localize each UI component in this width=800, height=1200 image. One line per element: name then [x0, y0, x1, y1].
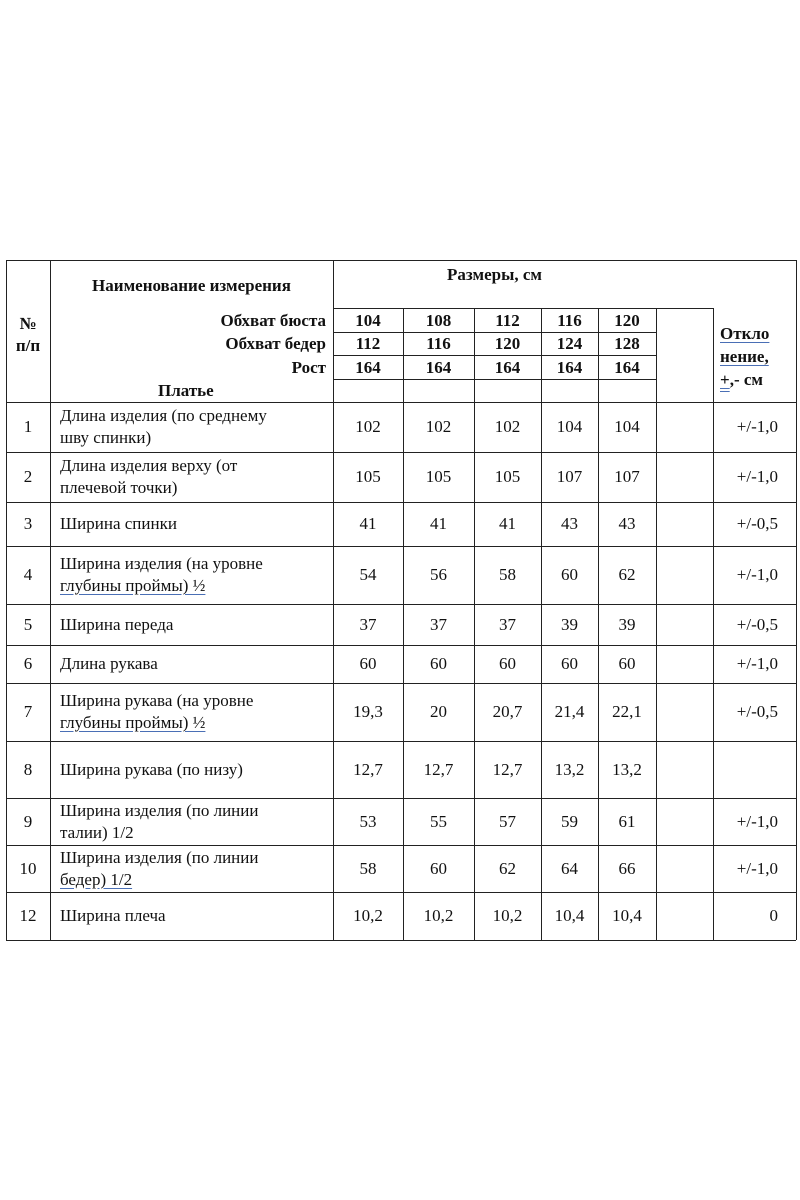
size-value: 58 — [359, 858, 377, 878]
size-value: 12,7 — [353, 759, 383, 779]
size-value: 58 — [499, 565, 516, 584]
tolerance-value: +/-1,0 — [736, 858, 778, 878]
size-value: 104 — [556, 417, 583, 436]
size-value: 13,2 — [554, 759, 585, 779]
col-divider-number — [50, 260, 51, 940]
size-value: 60 — [430, 654, 447, 673]
size-value: 56 — [430, 565, 447, 584]
size-value: 37 — [359, 614, 377, 634]
size-value: 104 — [614, 417, 640, 436]
row-number: 12 — [19, 906, 37, 925]
size-value: 62 — [618, 565, 636, 584]
size-value: 10,2 — [423, 906, 454, 925]
size-value: 41 — [430, 514, 447, 533]
tolerance-value: +/-1,0 — [736, 811, 778, 831]
size-value: 10,4 — [612, 906, 642, 925]
measurement-name: Ширина изделия (по линии — [60, 800, 259, 820]
size-value: 66 — [618, 858, 636, 878]
measurement-name: глубины проймы) ½ — [60, 713, 206, 732]
col-divider-size — [656, 308, 657, 940]
row-number: 6 — [23, 654, 33, 673]
size-value: 102 — [425, 417, 452, 436]
size-value: 20,7 — [492, 702, 523, 721]
measurement-name: талии) 1/2 — [60, 822, 134, 842]
deviation-header-line3 — [720, 369, 763, 391]
height-value: 164 — [355, 358, 381, 377]
row-number: 3 — [23, 514, 33, 533]
size-value: 10,2 — [492, 906, 523, 925]
size-value: 57 — [499, 811, 516, 831]
height-label: Рост — [291, 358, 326, 377]
size-value: 53 — [359, 811, 377, 831]
row-number: 2 — [23, 467, 33, 486]
height-value: 164 — [494, 358, 521, 377]
bust-label: Обхват бюста — [220, 311, 326, 330]
row-number: 7 — [23, 702, 33, 721]
measurement-name: Длина изделия (по среднему — [60, 406, 267, 425]
tolerance-value: +/-1,0 — [736, 417, 778, 436]
hip-value: 116 — [426, 334, 451, 353]
size-value: 60 — [359, 654, 377, 673]
number-header: № — [19, 314, 37, 333]
size-value: 107 — [556, 467, 583, 486]
size-value: 54 — [359, 565, 377, 584]
size-value: 60 — [561, 654, 578, 673]
sizes-header: Размеры, см — [447, 265, 542, 284]
size-value: 60 — [499, 654, 516, 673]
measurement-name-header: Наименование измерения — [92, 276, 291, 295]
row-number: 8 — [23, 759, 33, 779]
size-value: 55 — [430, 811, 447, 831]
deviation-unit: ,- см — [729, 370, 763, 389]
measurement-name: глубины проймы) ½ — [60, 576, 206, 595]
size-value: 107 — [614, 467, 640, 486]
bust-value: 116 — [557, 311, 582, 330]
hip-row-divider — [333, 355, 656, 356]
deviation-header-line2: нение, — [720, 347, 769, 366]
measurement-name: Ширина изделия (по линии — [60, 847, 259, 867]
row-number: 1 — [23, 417, 33, 436]
size-value: 60 — [561, 565, 578, 584]
hip-value: 120 — [494, 334, 521, 353]
measurement-name: Длина рукава — [60, 654, 158, 673]
bust-value: 120 — [614, 311, 640, 330]
measurement-name: Ширина спинки — [60, 514, 177, 533]
tolerance-value: +/-0,5 — [736, 702, 778, 721]
row-divider — [6, 502, 796, 503]
row-number: 5 — [23, 614, 33, 634]
tolerance-value: +/-1,0 — [736, 565, 778, 584]
size-value: 102 — [494, 417, 521, 436]
table-border-left — [6, 260, 7, 940]
size-value: 22,1 — [612, 702, 642, 721]
size-value: 102 — [355, 417, 381, 436]
tolerance-value: +/-1,0 — [736, 654, 778, 673]
measurement-name: Ширина изделия (на уровне — [60, 554, 263, 573]
height-row-divider — [333, 379, 656, 380]
table-border-right — [796, 260, 797, 940]
table-border-bottom — [6, 940, 796, 941]
size-value: 10,4 — [554, 906, 585, 925]
size-value: 60 — [430, 858, 447, 878]
row-divider — [6, 604, 796, 605]
size-value: 39 — [618, 614, 636, 634]
size-value: 60 — [618, 654, 636, 673]
row-divider — [6, 892, 796, 893]
measurement-name: Длина изделия верху (от — [60, 456, 238, 475]
size-value: 105 — [355, 467, 381, 486]
size-value: 41 — [499, 514, 516, 533]
bust-value: 108 — [425, 311, 452, 330]
size-value: 37 — [499, 614, 516, 634]
measurement-name: плечевой точки) — [60, 478, 178, 497]
hip-value: 124 — [556, 334, 583, 353]
height-value: 164 — [425, 358, 452, 377]
measurement-name: бедер) 1/2 — [60, 869, 133, 889]
measurement-name: Ширина рукава (по низу) — [60, 759, 243, 779]
measurement-name: Ширина рукава (на уровне — [60, 691, 254, 710]
tolerance-value: 0 — [769, 906, 778, 925]
size-value: 37 — [430, 614, 447, 634]
hip-value: 112 — [355, 334, 381, 353]
height-value: 164 — [614, 358, 640, 377]
size-value: 43 — [618, 514, 636, 533]
size-value: 105 — [494, 467, 521, 486]
size-value: 10,2 — [353, 906, 383, 925]
size-value: 43 — [561, 514, 578, 533]
row-divider — [6, 546, 796, 547]
size-value: 20 — [430, 702, 447, 721]
plus-minus-sign: + — [720, 370, 730, 389]
tolerance-value: +/-0,5 — [736, 514, 778, 533]
tolerance-value: +/-0,5 — [736, 614, 778, 634]
row-number: 10 — [19, 858, 37, 878]
garment-type-label: Платье — [158, 381, 214, 400]
hip-value: 128 — [614, 334, 640, 353]
size-value: 12,7 — [423, 759, 454, 779]
size-value: 64 — [561, 858, 578, 878]
row-number: 9 — [23, 811, 33, 831]
size-value: 19,3 — [353, 702, 383, 721]
measurement-name: Ширина переда — [60, 614, 174, 634]
size-value: 105 — [425, 467, 452, 486]
measurement-name: шву спинки) — [60, 428, 152, 447]
height-value: 164 — [556, 358, 583, 377]
row-divider — [6, 741, 796, 742]
size-value: 12,7 — [492, 759, 523, 779]
row-divider — [6, 645, 796, 646]
header-bottom-border — [6, 402, 796, 403]
bust-value: 112 — [495, 311, 520, 330]
size-value: 61 — [618, 811, 636, 831]
tolerance-value: +/-1,0 — [736, 467, 778, 486]
row-number: 4 — [23, 565, 33, 584]
size-value: 39 — [561, 614, 578, 634]
deviation-header-line1: Откло — [720, 324, 770, 343]
table-border-top — [6, 260, 796, 261]
hip-label: Обхват бедер — [225, 334, 326, 353]
size-value: 13,2 — [612, 759, 642, 779]
measurement-name: Ширина плеча — [60, 906, 166, 925]
size-value: 21,4 — [554, 702, 585, 721]
bust-value: 104 — [355, 311, 381, 330]
size-value: 59 — [561, 811, 578, 831]
number-header-abbr: п/п — [15, 336, 41, 355]
size-value: 41 — [359, 514, 377, 533]
size-value: 62 — [499, 858, 516, 878]
row-divider — [6, 452, 796, 453]
row-divider — [6, 683, 796, 684]
